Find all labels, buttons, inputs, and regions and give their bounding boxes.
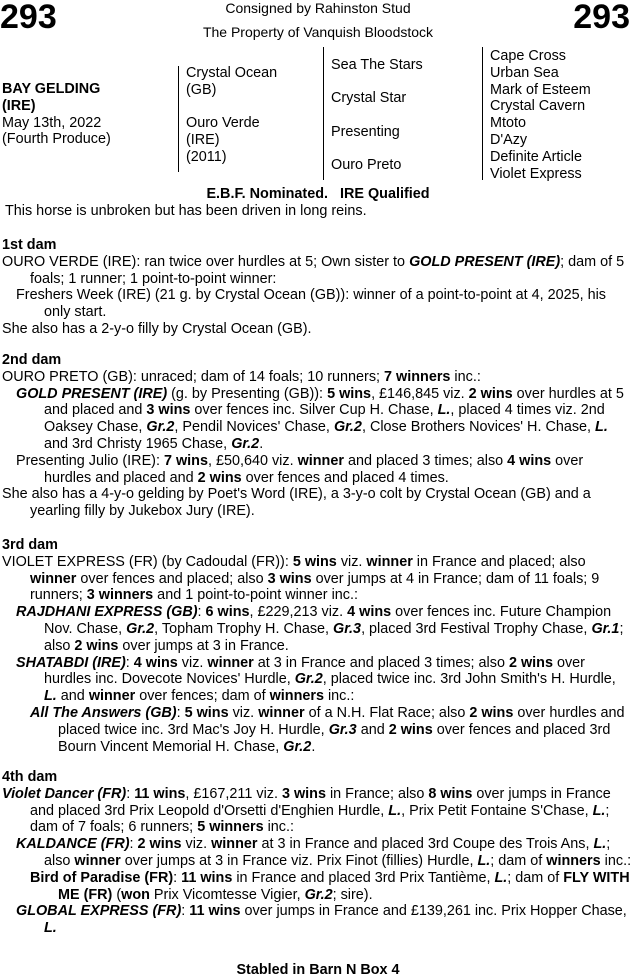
pedigree-dam [186, 115, 260, 165]
text: OURO PRETO (GB): unraced; dam of 14 foals; 10 runners; [2, 368, 385, 385]
pedigree-divider-1 [178, 66, 179, 172]
ggp-5: Mtoto [490, 115, 526, 132]
third-dam-heading: 3rd dam [2, 537, 58, 553]
text: ; dam of 5 foals; 1 runner; 1 point-to-point winner: [30, 253, 625, 287]
first-dam-produce: Freshers Week (IRE) (21 g. by Crystal Ocean (GB)): winner of a point-to-point at 4, 2025, his only start. [16, 287, 606, 321]
shatabdi-entry: SHATABDI (IRE): 4 wins viz. winner at 3 in France and placed 3 times; also 2 wins over hurdles inc. Dovecote Novices' Hurdle, Gr.2, placed twice inc. 3rd John Smith's H. Hurdle, L. and winner over fences; dam of winners inc.: [16, 654, 616, 705]
ggp-8: Violet Express [490, 165, 582, 182]
third-dam-paragraph: VIOLET EXPRESS (FR) (by Cadoudal (FR)): 5 wins viz. winner in France and placed; also winner over fences and placed; also 3 wins over jumps at 4 in France; dam of 11 foals; 9 runners; 3 winners and 1 point-to-point winner inc.: [2, 553, 600, 604]
ggp-4: Crystal Cavern [490, 98, 586, 115]
global-express-entry: GLOBAL EXPRESS (FR): 11 wins over jumps in France and £139,261 inc. Prix Hopper Chase, L. [16, 903, 627, 937]
winners-count: 7 winners [384, 368, 451, 385]
rajdhani-express-entry: RAJDHANI EXPRESS (GB): 6 wins, £229,213 viz. 4 wins over fences inc. Future Champion Nov. Chase, Gr.2, Topham Trophy H. Chase, Gr.3, placed 3rd Festival Trophy Chase, Gr.1; also 2 wins over jumps at 3 in France. [16, 604, 624, 654]
horse-description [2, 81, 111, 148]
dam-year: (2011) [186, 148, 227, 165]
lot-number-left: 293 [0, 0, 57, 36]
granddam-2: Ouro Preto [331, 157, 402, 173]
black-type-name: GOLD PRESENT (IRE) [16, 385, 168, 402]
granddam-1: Crystal Star [331, 90, 407, 106]
presenting-julio-entry: Presenting Julio (IRE): 7 wins, £50,640 viz. winner and placed 3 times; also 4 wins over hurdles and placed and 2 wins over fences and placed 4 times. [16, 452, 584, 486]
foaling-date: May 13th, 2022 [2, 114, 102, 131]
text: OURO VERDE (IRE): ran twice over hurdles at 5; Own sister to [2, 253, 410, 270]
owner: The Property of Vanquish Bloodstock [202, 24, 434, 40]
produce-note: (Fourth Produce) [2, 131, 111, 148]
second-dam-also: She also has a 4-y-o gelding by Poet's Word (IRE), a 3-y-o colt by Crystal Ocean (GB) and a yearling filly by Jukebox Jury (IRE). [2, 486, 591, 520]
first-dam-heading: 1st dam [2, 237, 57, 253]
ggp-6: D'Azy [490, 131, 528, 148]
first-dam-also: She also has a 2-y-o filly by Crystal Ocean (GB). [2, 320, 312, 337]
pedigree-sire [186, 65, 277, 99]
second-dam-section [2, 352, 632, 520]
horse-sex-colour: BAY GELDING [2, 81, 101, 97]
sire-name: Crystal Ocean [186, 65, 278, 81]
great-grandparents [490, 48, 591, 182]
pedigree-divider-3 [482, 47, 483, 180]
gold-present-entry: GOLD PRESENT (IRE) (g. by Presenting (GB)): 5 wins, £146,845 viz. 2 wins over hurdles at 5 and placed and 3 wins over fences inc. Silver Cup H. Chase, L., placed 4 times viz. 2nd Oaksey Chase, Gr.2, Pendil Novices' Chase, Gr.2, Close Brothers Novices' H. Chase, L. and 3rd Christy 1965 Chase, Gr.2. [16, 385, 624, 452]
pedigree-divider-2 [323, 47, 324, 180]
violet-dancer-entry: Violet Dancer (FR): 11 wins, £167,211 viz. 3 wins in France; also 8 wins over jumps in France and placed 3rd Prix Leopold d'Orsetti d'Enghien Hurdle, L., Prix Petit Fontaine S'Chase, L.; dam of 7 foals; 6 runners; 5 winners inc.: [2, 785, 611, 836]
sire-country: (GB) [186, 81, 217, 98]
dam-country: (IRE) [186, 131, 220, 148]
black-type-name: GOLD PRESENT (IRE) [409, 253, 561, 270]
consignor: Consigned by Rahinston Stud [225, 0, 411, 16]
ggp-7: Definite Article [490, 148, 582, 165]
horse-note: This horse is unbroken but has been driven in long reins. [5, 203, 367, 219]
grandsire-2: Presenting [331, 124, 400, 140]
second-dam-heading: 2nd dam [2, 352, 62, 368]
second-dam-paragraph [2, 369, 632, 386]
fourth-dam-section [2, 769, 632, 937]
ggp-3: Mark of Esteem [490, 81, 591, 98]
nomination: E.B.F. Nominated. IRE Qualified [206, 186, 430, 202]
text: inc.: [450, 368, 481, 385]
dam-name: Ouro Verde [186, 115, 260, 131]
first-dam-paragraph [2, 254, 632, 288]
all-the-answers-entry: All The Answers (GB): 5 wins viz. winner of a N.H. Flat Race; also 2 wins over hurdles and placed twice inc. 3rd Mac's Joy H. Hurdle, Gr.3 and 2 wins over fences and placed 3rd Bourn Vincent Memorial H. Chase, Gr.2. [30, 704, 625, 755]
bird-of-paradise-entry: Bird of Paradise (FR): 11 wins in France and placed 3rd Prix Tantième, L.; dam of FLY WITH ME (FR) (won Prix Vicomtesse Vigier, Gr.2; sire). [30, 869, 630, 903]
fourth-dam-heading: 4th dam [2, 769, 58, 785]
grandsire-1: Sea The Stars [331, 57, 423, 73]
stabling-info: Stabled in Barn N Box 4 [236, 962, 400, 978]
ggp-2: Urban Sea [490, 64, 559, 81]
kaldance-entry: KALDANCE (FR): 2 wins viz. winner at 3 in France and placed 3rd Coupe des Trois Ans, L.; also winner over jumps at 3 in France viz. Prix Finot (fillies) Hurdle, L.; dam of winners inc.: [16, 836, 632, 869]
lot-number-right: 293 [573, 0, 630, 36]
third-dam-section [2, 537, 632, 755]
first-dam-section [2, 237, 632, 338]
ggp-1: Cape Cross [490, 48, 566, 64]
horse-country: (IRE) [2, 97, 36, 114]
